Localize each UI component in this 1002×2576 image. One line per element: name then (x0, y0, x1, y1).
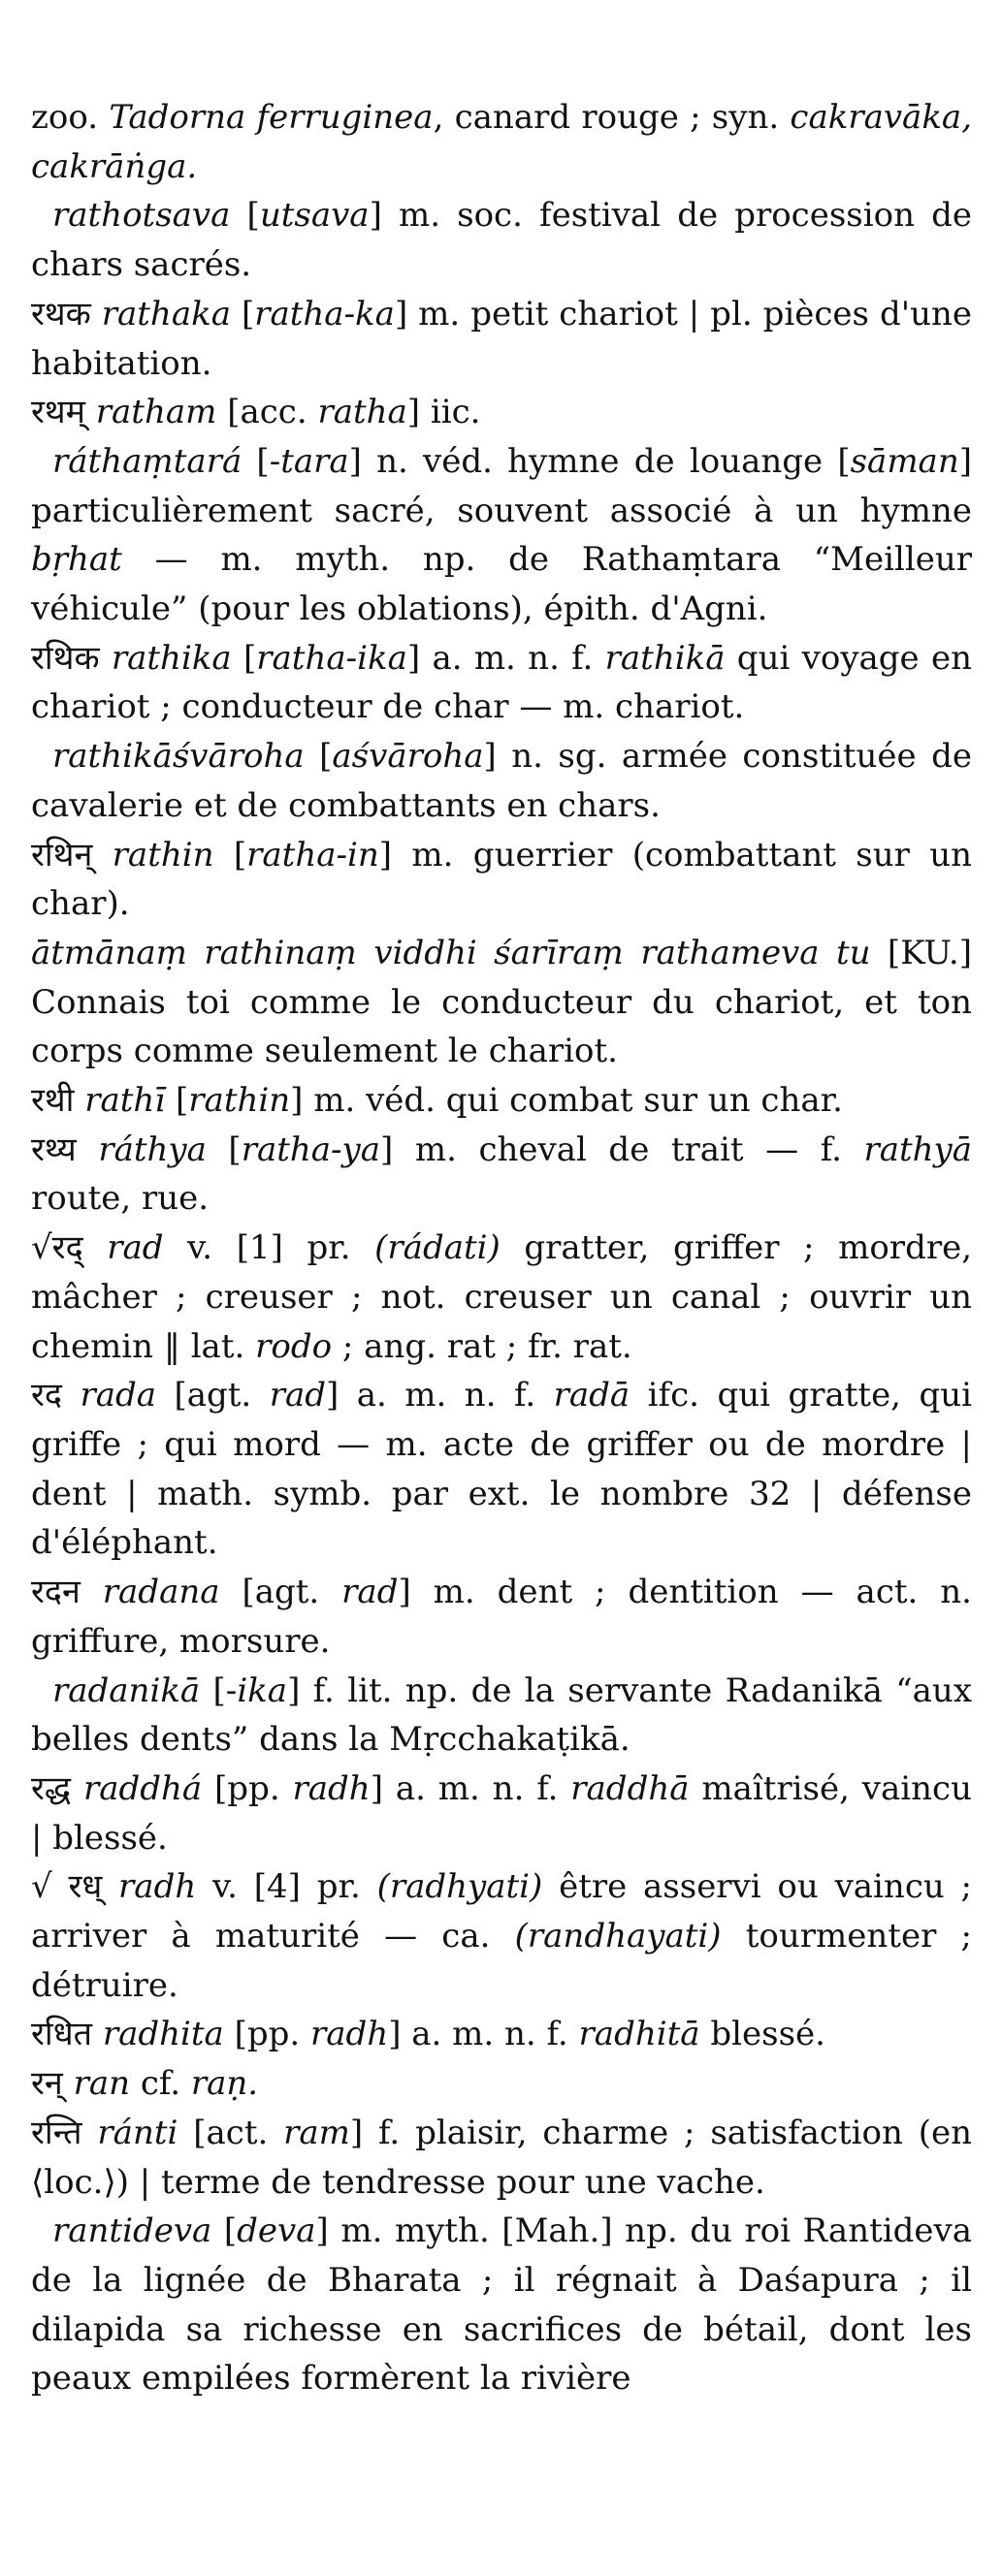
dictionary-entry (31, 1224, 972, 1371)
sub-entry (31, 1667, 972, 1765)
entry-text: ] a. m. n. f. (326, 1376, 554, 1415)
entry-text: ] iic. (406, 393, 481, 432)
italic-term: deva (237, 2211, 316, 2251)
devanagari-headword: रथ्य (31, 1129, 99, 1169)
dictionary-entry (31, 1076, 972, 1126)
entry-text: ifc. qui gratte, qui griffe ; qui mord — m. acte de griffer ou de mordre | dent | math. symb. par ext. le nombre 32 | défense d'éléphant. (31, 1376, 972, 1563)
entry-text: ] m. guerrier (combattant sur un char). (31, 835, 972, 924)
entry-text: ] m. dent ; dentition — act. n. griffure, morsure. (31, 1573, 972, 1661)
italic-term: ratha-ka (254, 294, 395, 334)
italic-term: ratha (317, 393, 407, 432)
italic-term: rathika (111, 638, 232, 678)
devanagari-headword: रदन (31, 1573, 103, 1612)
sub-entry (31, 437, 972, 634)
entry-text: [ (231, 638, 257, 678)
entry-text: zoo. (31, 98, 110, 137)
italic-term: (rádati) (374, 1228, 501, 1268)
devanagari-headword: रन्ति (31, 2113, 98, 2152)
entry-text: [KU.] Connais toi comme le conducteur du chariot, et ton corps comme seulement le chariot. (31, 933, 972, 1071)
entry-text: [- (242, 441, 281, 481)
dictionary-entry (31, 1126, 972, 1224)
entry-text: [ (211, 2211, 238, 2251)
entry-text: ] a. m. n. f. (370, 1768, 571, 1808)
dictionary-entry (31, 1765, 972, 1862)
italic-term: sāman (850, 441, 959, 481)
italic-term: rodo (255, 1326, 333, 1366)
italic-term: utsava (259, 196, 370, 236)
entry-text: ] f. plaisir, charme ; satisfaction (en ⟨loc.⟩) | terme de tendresse pour une vache. (31, 2113, 972, 2202)
italic-term: radana (102, 1573, 220, 1612)
entry-text: [act. (178, 2113, 284, 2152)
entry-text: ] m. soc. festival de procession de chars sacrés. (31, 196, 972, 285)
devanagari-headword: √रद् (31, 1228, 108, 1268)
italic-term: ratham (95, 393, 217, 432)
dictionary-entry (31, 1371, 972, 1568)
italic-term: rathikā (604, 638, 726, 678)
dictionary-entry (31, 929, 972, 1076)
italic-term: ratha-ika (256, 638, 407, 678)
dictionary-entry (31, 1862, 972, 2010)
italic-term: radanikā (52, 1670, 201, 1710)
entry-text: [pp. (202, 1768, 293, 1808)
entry-text: v. [4] pr. (196, 1867, 377, 1907)
italic-term: rathotsava (52, 196, 231, 236)
italic-term: rad (107, 1228, 164, 1268)
italic-term: ika (237, 1670, 288, 1710)
italic-term: rantideva (52, 2211, 212, 2251)
entry-text: ] particulièrement sacré, souvent associé à un hymne (31, 441, 972, 530)
entry-text: qui voyage en chariot ; conducteur de char — m. chariot. (31, 638, 972, 727)
entry-text: route, rue. (31, 1179, 210, 1219)
entry-text: ; ang. rat ; fr. rat. (332, 1326, 632, 1366)
italic-term: rad (269, 1376, 327, 1415)
italic-term: rathaka (101, 294, 231, 334)
italic-term: rathī (84, 1081, 166, 1121)
dictionary-entry (31, 634, 972, 732)
italic-term: ātmānaṃ rathinaṃ viddhi śarīraṃ rathameva tu (31, 933, 871, 972)
entry-text: cf. (130, 2064, 191, 2104)
sub-entry (31, 2207, 972, 2403)
italic-term: rad (341, 1573, 399, 1612)
entry-text: [pp. (223, 2015, 311, 2054)
entry-text: [- (200, 1670, 238, 1710)
italic-term: radh (118, 1867, 197, 1907)
entry-text: blessé. (699, 2015, 825, 2054)
devanagari-headword: रथी (31, 1081, 85, 1121)
dictionary-entry (31, 1568, 972, 1666)
italic-term: raṇ. (190, 2064, 259, 2104)
entry-text: [ (304, 737, 333, 777)
dictionary-entry (31, 93, 972, 191)
entry-text: [ (230, 196, 260, 236)
entry-text: [ (206, 1129, 242, 1169)
entry-text: ] f. lit. np. de la servante Radanikā “aux belles dents” dans la Mṛcchakaṭikā. (31, 1670, 973, 1760)
devanagari-headword: रद्ध (31, 1768, 83, 1808)
devanagari-headword: रथक (31, 294, 102, 334)
dictionary-entry (31, 2109, 972, 2207)
entry-text: maîtrisé, vaincu | blessé. (31, 1768, 972, 1858)
italic-term: cakravāka, cakrāṅga. (31, 98, 973, 186)
entry-text: ] a. m. n. f. (388, 2015, 579, 2054)
italic-term: ram (283, 2113, 350, 2152)
italic-term: (radhyati) (376, 1867, 543, 1907)
entry-text: , canard rouge ; syn. (433, 98, 791, 137)
entry-text: [ (230, 294, 255, 334)
entry-text: être asservi ou vaincu ; arriver à maturité — ca. (31, 1867, 972, 1956)
entry-text: ] m. myth. [Mah.] np. du roi Rantideva de la lignée de Bharata ; il régnait à Daśapura ; il dilapida sa richesse en sacrifices de bétail, dont les peaux empilées formèrent la rivière (31, 2211, 973, 2399)
entry-text: ] m. véd. qui combat sur un char. (290, 1081, 843, 1121)
dictionary-page (31, 93, 972, 2403)
italic-term: tara (280, 441, 349, 481)
italic-term: raddhá (82, 1768, 203, 1808)
italic-term: radhitā (578, 2015, 700, 2054)
entry-text: ] n. véd. hymne de louange [ (348, 441, 851, 481)
sub-entry (31, 732, 972, 830)
devanagari-headword: रधित (31, 2015, 103, 2054)
entry-text: ] a. m. n. f. (406, 638, 605, 678)
italic-term: ránti (97, 2113, 178, 2152)
devanagari-headword: रथिक (31, 638, 112, 678)
entry-text: ] m. cheval de trait — f. (380, 1129, 864, 1169)
dictionary-entry (31, 2010, 972, 2059)
entry-text: gratter, griffer ; mordre, mâcher ; creuser ; not. creuser un canal ; ouvrir un chemin ‖ lat. (31, 1228, 973, 1366)
italic-term: ratha-in (246, 835, 379, 875)
italic-term: rathyā (863, 1129, 972, 1169)
entry-text: ] n. sg. armée constituée de cavalerie et de combattants en chars. (31, 737, 972, 825)
italic-term: (randhayati) (514, 1917, 722, 1956)
italic-term: rathin (188, 1081, 291, 1121)
italic-term: rathikāśvāroha (52, 737, 305, 777)
dictionary-entry (31, 831, 972, 929)
entry-text: ] m. petit chariot | pl. pièces d'une habitation. (31, 294, 972, 383)
entry-text: [ (165, 1081, 189, 1121)
italic-term: radh (310, 2015, 389, 2054)
entry-text: tourmenter ; détruire. (31, 1917, 972, 2005)
devanagari-headword: रन् (31, 2064, 74, 2104)
dictionary-entry (31, 2059, 972, 2109)
italic-term: radā (553, 1376, 630, 1415)
entry-text: [ (213, 835, 247, 875)
italic-term: aśvāroha (332, 737, 484, 777)
italic-term: ráthaṃtará (52, 441, 242, 481)
entry-text: [agt. (156, 1376, 270, 1415)
entry-text: v. [1] pr. (163, 1228, 375, 1268)
dictionary-entry (31, 290, 972, 388)
italic-term: bṛhat (31, 540, 122, 580)
entry-text: — m. myth. np. de Rathaṃtara “Meilleur véhicule” (pour les oblations), épith. d'Agni. (31, 540, 972, 629)
italic-term: Tadorna ferruginea (109, 98, 434, 137)
entry-text: [agt. (219, 1573, 342, 1612)
devanagari-headword: रथम् (31, 393, 96, 432)
italic-term: ratha-ya (241, 1129, 381, 1169)
devanagari-headword: √ रध् (31, 1867, 119, 1907)
entry-text: [acc. (216, 393, 318, 432)
italic-term: radhita (102, 2015, 224, 2054)
italic-term: ráthya (98, 1129, 207, 1169)
italic-term: rada (80, 1376, 156, 1415)
italic-term: rathin (112, 835, 214, 875)
devanagari-headword: रथिन् (31, 835, 113, 875)
italic-term: radh (292, 1768, 371, 1808)
sub-entry (31, 191, 972, 289)
italic-term: ran (73, 2064, 131, 2104)
devanagari-headword: रद (31, 1376, 81, 1415)
italic-term: raddhā (570, 1768, 690, 1808)
dictionary-entry (31, 388, 972, 437)
